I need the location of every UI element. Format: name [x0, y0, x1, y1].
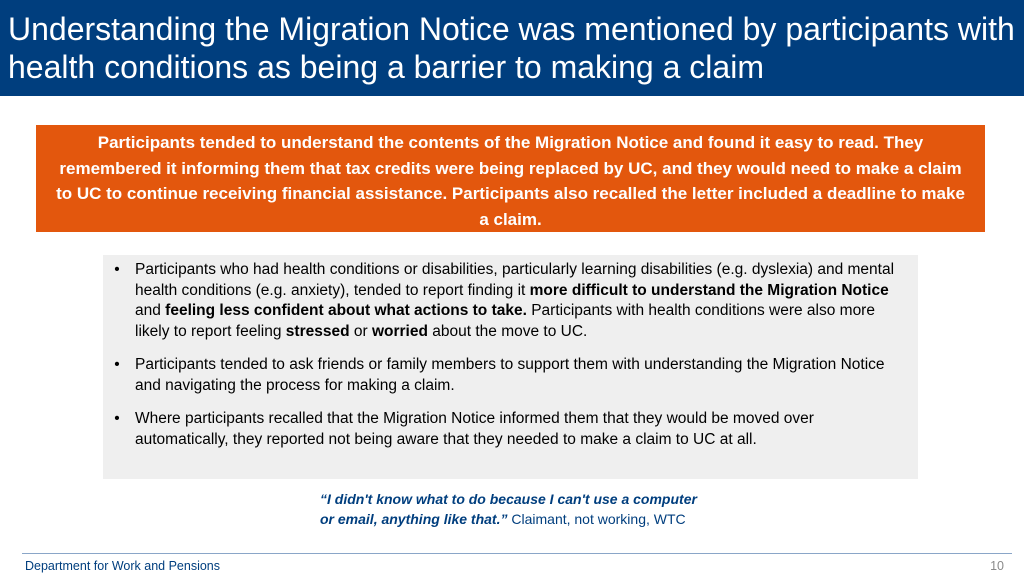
finding-item-support [111, 355, 906, 396]
finding-item-health-conditions [111, 260, 906, 342]
findings-list [111, 260, 906, 450]
finding-item-automatic-move [111, 409, 906, 450]
bullet-marker: • [114, 410, 120, 427]
finding-emphasis: stressed [285, 322, 350, 340]
finding-text: or [349, 322, 372, 340]
quote-attribution: Claimant, not working, WTC [507, 511, 686, 527]
slide-header [0, 0, 1024, 96]
finding-text: about the move to UC. [427, 322, 588, 340]
finding-text: Participants who had health conditions or disabilities, particularly learning disabilities (e.g. dyslexia) and mental health conditions (e.g. anxiety), tended to report finding it [135, 261, 895, 299]
page-number: 10 [990, 559, 1004, 573]
footer-divider [22, 553, 1012, 554]
bullet-marker: • [114, 356, 120, 373]
findings-box [103, 255, 918, 479]
finding-text: and [135, 302, 166, 319]
finding-text: Participants with health conditions were also more likely to report feeling [135, 302, 875, 340]
quote-text: “I didn't know what to do because I can't use a computer or email, anything like that.” [320, 491, 697, 527]
slide-title: Understanding the Migration Notice was mentioned by participants with health conditions as being a barrier to making a claim [8, 11, 1015, 85]
finding-emphasis: more difficult to understand the Migration Notice [529, 281, 889, 299]
footer-organisation: Department for Work and Pensions [25, 559, 221, 573]
participant-quote [320, 489, 700, 529]
finding-text: Where participants recalled that the Migration Notice informed them that they would be moved over automatically, they reported not being aware that they needed to make a claim to UC at all. [135, 410, 814, 448]
summary-callout [36, 125, 985, 232]
finding-emphasis: feeling less confident about what actions to take. [165, 302, 527, 319]
finding-emphasis: worried [371, 322, 428, 340]
bullet-marker: • [114, 261, 120, 278]
finding-text: Participants tended to ask friends or family members to support them with understanding the Migration Notice and navigating the process for making a claim. [135, 356, 885, 394]
summary-callout-text: Participants tended to understand the contents of the Migration Notice and found it easy to read. They remembered it informing them that tax credits were being replaced by UC, and they would need to make a claim to UC to continue receiving financial assistance. Participants also recalled the letter included a deadline to make a claim. [56, 133, 965, 229]
